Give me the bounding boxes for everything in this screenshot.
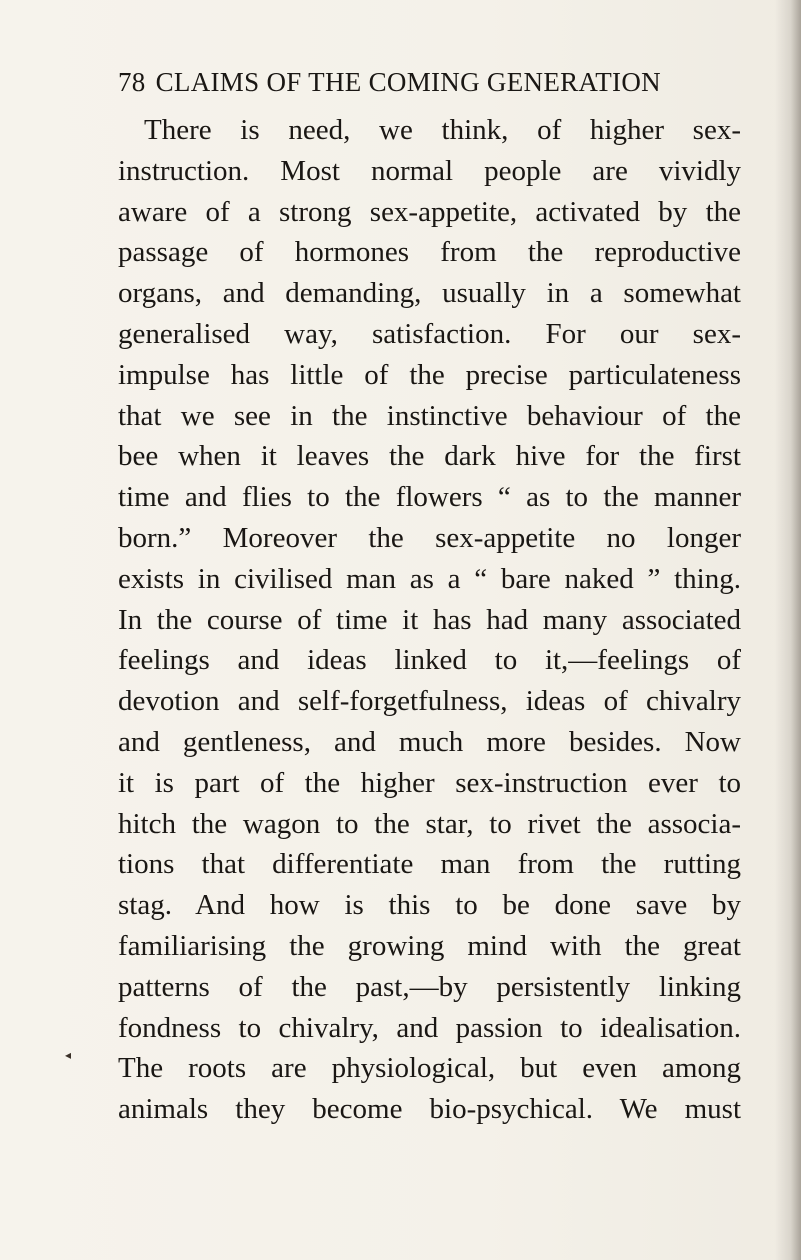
margin-arrow-icon: ◂: [65, 1048, 72, 1062]
text-line: bee when it leaves the dark hive for the first: [118, 440, 741, 473]
text-line: organs, and demanding, usually in a somewhat: [118, 277, 741, 310]
body-text: [118, 110, 741, 1130]
text-line: patterns of the past,—by persistently linking: [118, 970, 741, 1003]
text-line: devotion and self-forgetfulness, ideas of chivalry: [118, 685, 741, 718]
text-line: The roots are physiological, but even among: [118, 1052, 741, 1085]
text-line: stag. And how is this to be done save by: [118, 889, 741, 922]
text-line: exists in civilised man as a “ bare naked ” thing.: [118, 562, 741, 595]
text-line: In the course of time it has had many associated: [118, 603, 741, 636]
running-title: CLAIMS OF THE COMING GENERATION: [155, 67, 661, 97]
running-head: [118, 62, 698, 102]
text-line: generalised way, satisfaction. For our sex-: [118, 317, 741, 350]
text-line: passage of hormones from the reproductive: [118, 236, 741, 269]
page-edge-shadow: [775, 0, 801, 1260]
text-line: born.” Moreover the sex-appetite no longer: [118, 521, 741, 554]
text-line: tions that differentiate man from the rutting: [118, 848, 741, 881]
text-line: There is need, we think, of higher sex-: [144, 114, 741, 146]
text-line: animals they become bio-psychical. We must: [118, 1093, 741, 1126]
text-line: feelings and ideas linked to it,—feelings of: [118, 644, 741, 677]
text-line: time and flies to the flowers “ as to the manner: [118, 481, 741, 514]
text-line: instruction. Most normal people are vividly: [118, 154, 741, 187]
text-line: impulse has little of the precise particulateness: [118, 358, 741, 391]
text-line: it is part of the higher sex-instruction ever to: [118, 766, 741, 799]
text-line: hitch the wagon to the star, to rivet the associa-: [118, 807, 741, 840]
text-line: familiarising the growing mind with the great: [118, 929, 741, 962]
text-line: that we see in the instinctive behaviour of the: [118, 399, 741, 432]
text-line: fondness to chivalry, and passion to idealisation.: [118, 1011, 741, 1044]
text-line: and gentleness, and much more besides. Now: [118, 725, 741, 758]
page-number: 78: [118, 67, 146, 97]
text-line: aware of a strong sex-appetite, activated by the: [118, 195, 741, 228]
